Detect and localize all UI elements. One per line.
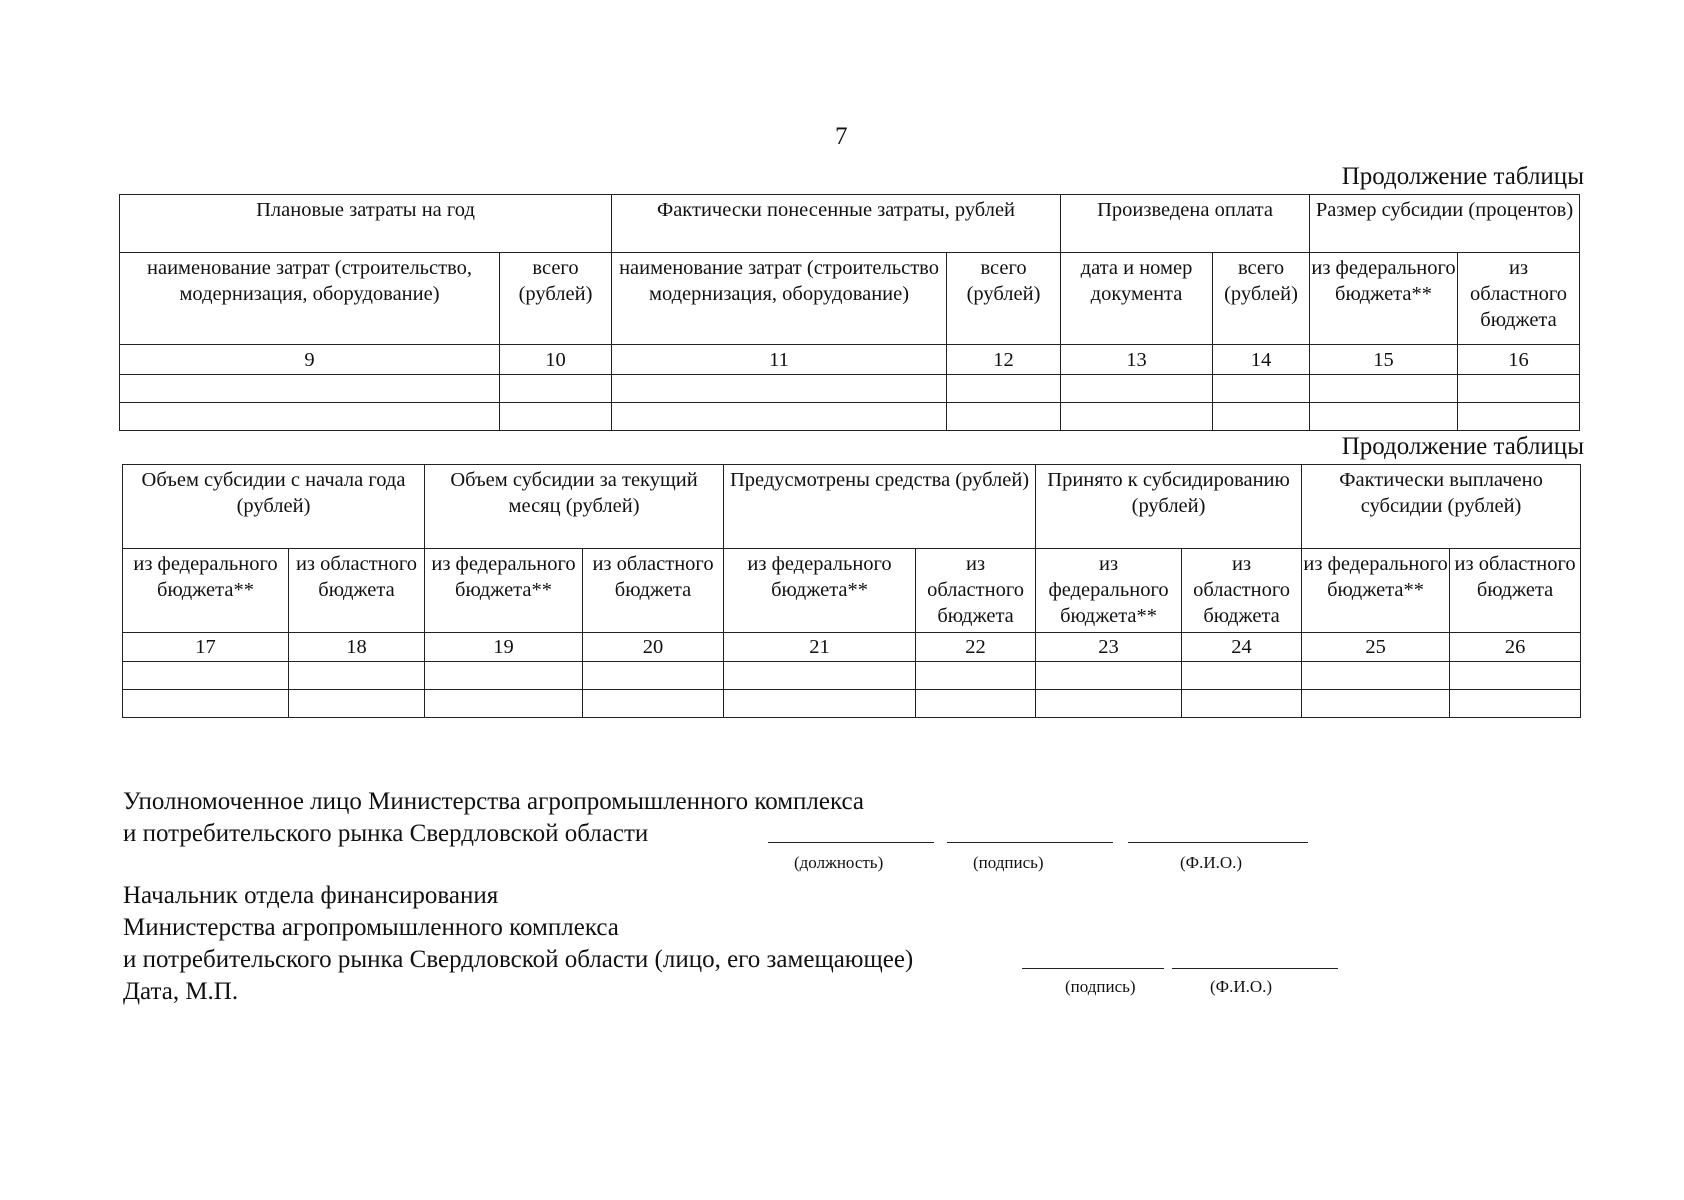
empty-cell[interactable] (425, 662, 583, 690)
signature-blank[interactable] (1022, 968, 1164, 969)
empty-cell[interactable] (1450, 690, 1581, 718)
empty-cell[interactable] (1213, 403, 1310, 431)
column-number: 22 (916, 633, 1036, 662)
empty-cell[interactable] (1310, 403, 1458, 431)
date-stamp-line: Дата, М.П. (123, 978, 239, 1005)
subheader-regional-budget: из областного бюджета (1458, 253, 1580, 345)
subheader-federal-budget: из федерального бюджета** (1310, 253, 1458, 345)
subheader-federal-budget: из федерального бюджета** (123, 549, 289, 633)
subheader-regional-budget: из областного бюджета (1182, 549, 1302, 633)
empty-cell[interactable] (1061, 375, 1213, 403)
empty-cell[interactable] (123, 662, 289, 690)
subheader-total: всего (рублей) (947, 253, 1061, 345)
name-blank[interactable] (1128, 842, 1308, 843)
empty-cell[interactable] (1061, 403, 1213, 431)
subheader-document-date-number: дата и номер документа (1061, 253, 1213, 345)
subsidy-volume-table (122, 464, 1581, 718)
continuation-label: Продолжение таблицы (1341, 163, 1584, 190)
caption-signature: (подпись) (1065, 977, 1136, 996)
column-number: 15 (1310, 345, 1458, 375)
empty-cell[interactable] (123, 690, 289, 718)
empty-cell[interactable] (120, 375, 500, 403)
header-subsidy-size: Размер субсидии (процентов) (1310, 195, 1580, 253)
subheader-federal-budget: из федерального бюджета** (1302, 549, 1450, 633)
empty-row (123, 690, 1581, 718)
column-number: 11 (612, 345, 947, 375)
column-number: 18 (289, 633, 425, 662)
column-number: 24 (1182, 633, 1302, 662)
caption-name: (Ф.И.О.) (1210, 977, 1273, 996)
empty-cell[interactable] (1302, 690, 1450, 718)
column-number: 23 (1036, 633, 1182, 662)
header-planned-costs: Плановые затраты на год (120, 195, 612, 253)
subheader-federal-budget: из федерального бюджета** (724, 549, 916, 633)
empty-cell[interactable] (289, 690, 425, 718)
head-of-department-line2: Министерства агропромышленного комплекса (123, 914, 619, 941)
subheader-regional-budget: из областного бюджета (583, 549, 724, 633)
subheader-total: всего (рублей) (500, 253, 612, 345)
empty-cell[interactable] (1458, 403, 1580, 431)
empty-cell[interactable] (1302, 662, 1450, 690)
authorized-person-line1: Уполномоченное лицо Министерства агропромышленного комплекса (123, 788, 865, 815)
position-blank[interactable] (768, 842, 934, 843)
header-ytd-subsidy: Объем субсидии с начала года (рублей) (123, 465, 425, 549)
header-month-subsidy: Объем субсидии за текущий месяц (рублей) (425, 465, 724, 549)
empty-cell[interactable] (1036, 662, 1182, 690)
header-actual-costs: Фактически понесенные затраты, рублей (612, 195, 1061, 253)
column-number: 20 (583, 633, 724, 662)
empty-cell[interactable] (724, 690, 916, 718)
page-number: 7 (835, 123, 848, 150)
subsidy-costs-table (119, 194, 1580, 431)
empty-cell[interactable] (500, 403, 612, 431)
continuation-label: Продолжение таблицы (1341, 433, 1584, 460)
caption-signature: (подпись) (973, 853, 1044, 872)
column-number: 14 (1213, 345, 1310, 375)
column-number: 16 (1458, 345, 1580, 375)
empty-row (120, 403, 1580, 431)
empty-cell[interactable] (583, 662, 724, 690)
empty-cell[interactable] (289, 662, 425, 690)
header-provided-funds: Предусмотрены средства (рублей) (724, 465, 1036, 549)
head-of-department-line3: и потребительского рынка Свердловской области (лицо, его замещающее) (123, 946, 914, 973)
empty-cell[interactable] (1310, 375, 1458, 403)
empty-cell[interactable] (1450, 662, 1581, 690)
subheader-federal-budget: из федерального бюджета** (1036, 549, 1182, 633)
empty-cell[interactable] (612, 403, 947, 431)
subheader-federal-budget: из федерального бюджета** (425, 549, 583, 633)
empty-row (123, 662, 1581, 690)
empty-cell[interactable] (500, 375, 612, 403)
subheader-cost-name: наименование затрат (строительство модернизация, оборудование) (612, 253, 947, 345)
column-number: 25 (1302, 633, 1450, 662)
head-of-department-line1: Начальник отдела финансирования (123, 882, 499, 909)
empty-cell[interactable] (916, 662, 1036, 690)
subheader-total: всего (рублей) (1213, 253, 1310, 345)
header-paid-subsidy: Фактически выплачено субсидии (рублей) (1302, 465, 1581, 549)
column-number: 19 (425, 633, 583, 662)
empty-cell[interactable] (1213, 375, 1310, 403)
empty-cell[interactable] (120, 403, 500, 431)
subheader-regional-budget: из областного бюджета (289, 549, 425, 633)
empty-cell[interactable] (1182, 690, 1302, 718)
column-number: 10 (500, 345, 612, 375)
empty-cell[interactable] (425, 690, 583, 718)
empty-cell[interactable] (583, 690, 724, 718)
subheader-cost-name: наименование затрат (строительство, модернизация, оборудование) (120, 253, 500, 345)
column-number: 21 (724, 633, 916, 662)
subheader-regional-budget: из областного бюджета (916, 549, 1036, 633)
column-number: 9 (120, 345, 500, 375)
name-blank[interactable] (1172, 968, 1338, 969)
empty-cell[interactable] (724, 662, 916, 690)
empty-cell[interactable] (1182, 662, 1302, 690)
header-payment-made: Произведена оплата (1061, 195, 1310, 253)
header-accepted-subsidy: Принято к субсидированию (рублей) (1036, 465, 1302, 549)
empty-row (120, 375, 1580, 403)
empty-cell[interactable] (947, 375, 1061, 403)
column-number: 17 (123, 633, 289, 662)
empty-cell[interactable] (916, 690, 1036, 718)
column-number: 12 (947, 345, 1061, 375)
empty-cell[interactable] (1458, 375, 1580, 403)
subheader-regional-budget: из областного бюджета (1450, 549, 1581, 633)
caption-position: (должность) (794, 853, 884, 872)
column-number: 26 (1450, 633, 1581, 662)
column-number: 13 (1061, 345, 1213, 375)
authorized-person-line2: и потребительского рынка Свердловской области (123, 820, 649, 847)
signature-blank[interactable] (947, 842, 1113, 843)
empty-cell[interactable] (947, 403, 1061, 431)
caption-name: (Ф.И.О.) (1180, 853, 1243, 872)
empty-cell[interactable] (612, 375, 947, 403)
empty-cell[interactable] (1036, 690, 1182, 718)
